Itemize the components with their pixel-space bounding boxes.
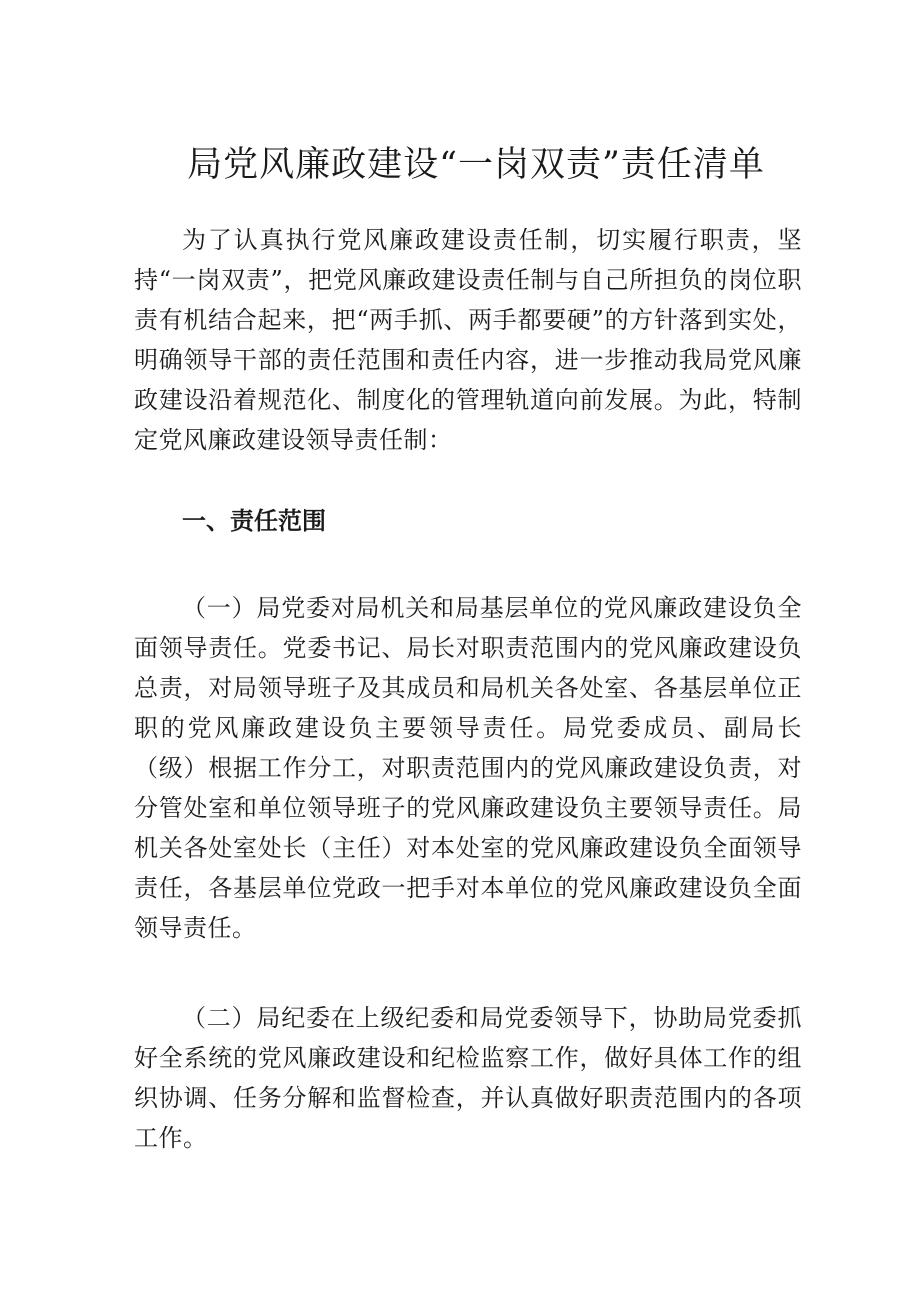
section-item-2: （二）局纪委在上级纪委和局党委领导下，协助局党委抓好全系统的党风廉政建设和纪检监察工作，做好具体工作的组织协调、任务分解和监督检查，并认真做好职责范围内的各项工作。 [134, 1004, 802, 1152]
section-heading-responsibility-scope: 一、责任范围 [182, 507, 326, 535]
document-title: 局党风廉政建设“一岗双责”责任清单 [187, 145, 765, 185]
section-item-1: （一）局党委对局机关和局基层单位的党风廉政建设负全面领导责任。党委书记、局长对职责范围内的党风廉政建设负总责，对局领导班子及其成员和局机关各处室、各基层单位正职的党风廉政建设负主要领导责任。局党委成员、副局长（级）根据工作分工，对职责范围内的党风廉政建设负责，对分管处室和单位领导班子的党风廉政建设负主要领导责任。局机关各处室处长（主任）对本处室的党风廉政建设负全面领导责任，各基层单位党政一把手对本单位的党风廉政建设负全面领导责任。 [134, 594, 802, 942]
intro-paragraph: 为了认真执行党风廉政建设责任制，切实履行职责，坚持“一岗双责”，把党风廉政建设责任制与自己所担负的岗位职责有机结合起来，把“两手抓、两手都要硬”的方针落到实处，明确领导干部的责任范围和责任内容，进一步推动我局党风廉政建设沿着规范化、制度化的管理轨道向前发展。为此，特制定党风廉政建设领导责任制： [134, 226, 802, 454]
